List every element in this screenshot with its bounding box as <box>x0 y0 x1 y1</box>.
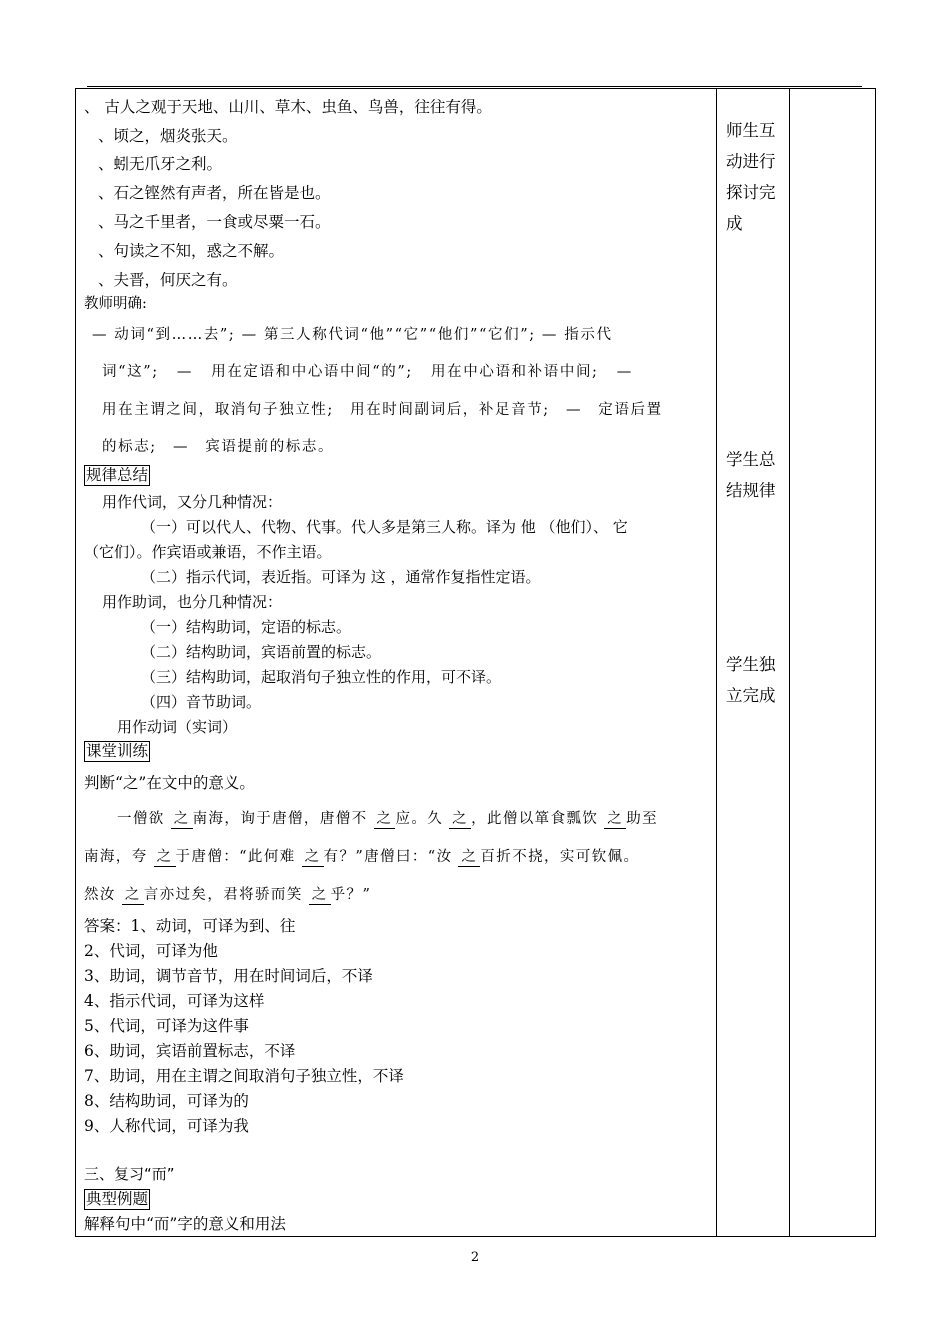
answer-line: 2、代词，可译为他 <box>84 942 218 960</box>
teacher-line: 用在主谓之间，取消句子独立性; 用在时间副词后，补足音节; — 定语后置 <box>102 402 663 418</box>
example-tag: 典型例题 <box>86 1190 149 1208</box>
rules-line: 用作助词，也分几种情况： <box>102 593 283 611</box>
answer-blank: 之 <box>374 810 396 829</box>
rules-line: 用作动词（实词） <box>117 718 238 736</box>
passage-line: 一僧欲 之 南海，询于唐僧，唐僧不 之 应。久 之 ，此僧以箪食瓢饮 之 助至 <box>117 811 659 827</box>
rules-line: （它们）。作宾语或兼语，不作主语。 <box>84 543 332 561</box>
teacher-label: 教师明确: <box>84 296 147 312</box>
review-line: 、句读之不知，惑之不解。 <box>98 242 285 260</box>
review-line: 、蚓无爪牙之利。 <box>98 155 223 173</box>
answer-blank: 之 <box>309 886 331 905</box>
answer-line: 9、人称代词，可译为我 <box>84 1117 249 1135</box>
review-line: 、夫晋，何厌之有。 <box>98 271 238 289</box>
example-prompt: 解释句中“而”字的意义和用法 <box>84 1215 286 1233</box>
rules-line: 用作代词，又分几种情况： <box>102 493 283 511</box>
page-number: 2 <box>470 1250 480 1265</box>
rules-line: （三）结构助词，起取消句子独立性的作用，可不译。 <box>141 668 502 686</box>
answer-line: 5、代词，可译为这件事 <box>84 1017 249 1035</box>
teacher-line: — 动词“到……去”; — 第三人称代词“他”“它”“他们”“它们”; — 指示代 <box>92 327 613 343</box>
answer-line: 6、助词，宾语前置标志，不译 <box>84 1042 296 1060</box>
side-note-independent: 学生独 立完成 <box>726 655 776 705</box>
rules-line: （二）指示代词，表近指。可译为 这 ，通常作复指性定语。 <box>141 568 541 586</box>
answer-blank: 之 <box>302 848 324 867</box>
review-line: 、 古人之观于天地、山川、草木、虫鱼、鸟兽，往往有得。 <box>84 98 492 116</box>
answer-blank: 之 <box>122 886 144 905</box>
rules-summary-tag: 规律总结 <box>86 466 149 484</box>
answer-blank: 之 <box>154 848 176 867</box>
teacher-line: 词“这”; — 用在定语和中心语中间“的”; 用在中心语和补语中间; — <box>102 364 633 380</box>
answer-line: 8、结构助词，可译为的 <box>84 1092 249 1110</box>
rules-line: （二）结构助词，宾语前置的标志。 <box>141 643 382 661</box>
column-divider <box>789 89 790 1236</box>
rules-line: （四）音节助词。 <box>141 693 262 711</box>
answer-line: 3、助词，调节音节，用在时间词后，不译 <box>84 967 373 985</box>
header-rule <box>87 86 862 87</box>
teacher-line: 的标志; — 宾语提前的标志。 <box>102 439 335 455</box>
lesson-table <box>75 88 876 1237</box>
passage-line: 南海，夸 之 于唐僧：“此何难 之 有？”唐僧曰：“汝 之 百折不挠，实可钦佩。 <box>84 849 640 865</box>
passage-line: 然汝 之 言亦过矣，君将骄而笑 之 乎？” <box>84 887 372 903</box>
practice-tag: 课堂训练 <box>86 742 149 760</box>
answer-blank: 之 <box>171 810 193 829</box>
side-note-summary: 学生总 结规律 <box>726 450 776 500</box>
rules-line: （一）结构助词，定语的标志。 <box>141 618 352 636</box>
answer-line: 4、指示代词，可译为这样 <box>84 992 265 1010</box>
answer-line: 答案：1、动词，可译为到、往 <box>84 917 296 935</box>
answer-blank: 之 <box>449 810 471 829</box>
answer-blank: 之 <box>458 848 480 867</box>
answer-line: 7、助词，用在主谓之间取消句子独立性，不译 <box>84 1067 404 1085</box>
review-line: 、顷之，烟炎张天。 <box>98 127 238 145</box>
rules-line: （一）可以代人、代物、代事。代人多是第三人称。译为 他 （他们）、 它 <box>141 518 628 536</box>
review-line: 、马之千里者，一食或尽粟一石。 <box>98 213 331 231</box>
practice-prompt: 判断“之”在文中的意义。 <box>84 774 255 792</box>
review-line: 、石之铿然有声者，所在皆是也。 <box>98 184 331 202</box>
column-divider <box>716 89 717 1236</box>
answer-blank: 之 <box>604 810 626 829</box>
side-note-interactive: 师生互 动进行 探讨完 成 <box>726 121 776 233</box>
section-title: 三、复习“而” <box>84 1165 175 1183</box>
